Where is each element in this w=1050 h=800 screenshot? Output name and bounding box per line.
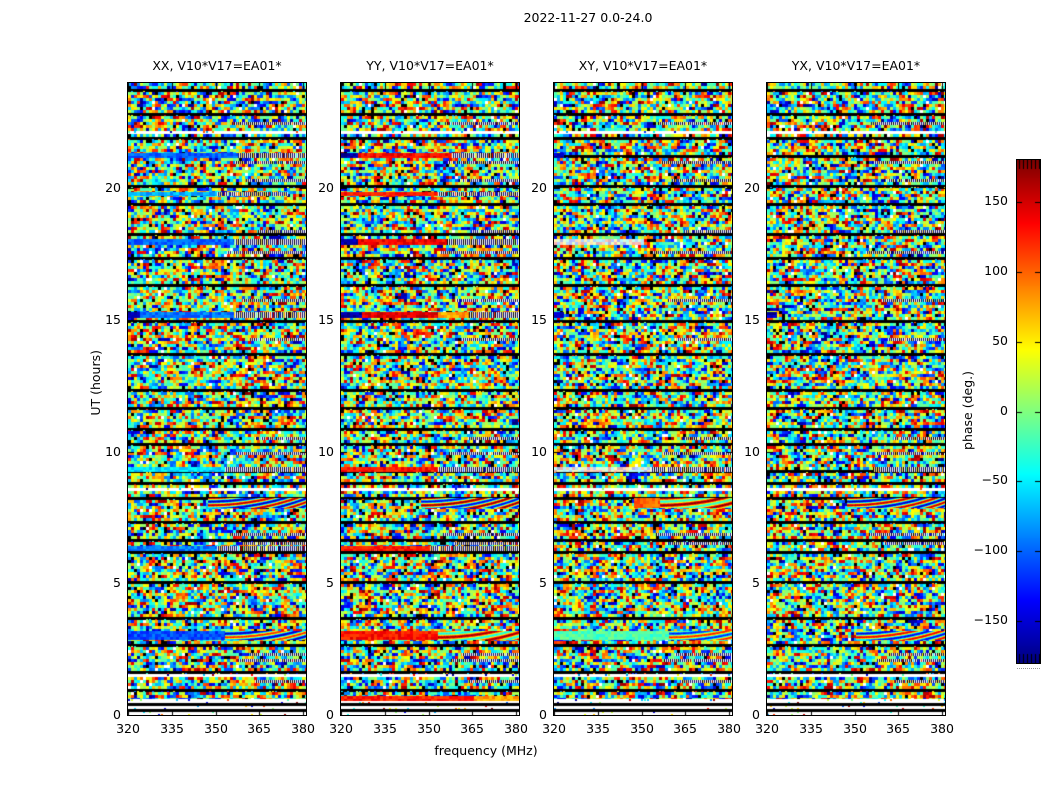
panel-title-yy: YY, V10*V17=EA01* — [366, 58, 494, 73]
colorbar — [1016, 159, 1041, 664]
x-tick-label: 335 — [373, 721, 397, 736]
y-tick-label: 0 — [539, 707, 547, 722]
y-tick-label: 5 — [539, 575, 547, 590]
colorbar-end-dashes — [1017, 668, 1040, 669]
x-tick-label: 335 — [799, 721, 823, 736]
colorbar-tick-label: 50 — [992, 333, 1008, 348]
colorbar-label: phase (deg.) — [960, 371, 975, 450]
colorbar-tick-label: 100 — [984, 263, 1008, 278]
x-tick-label: 350 — [630, 721, 654, 736]
x-tick-label: 350 — [843, 721, 867, 736]
y-tick-label: 5 — [752, 575, 760, 590]
waterfall-canvas-yx — [767, 83, 945, 715]
colorbar-tick-label: −150 — [973, 612, 1008, 627]
waterfall-panel-xx — [127, 82, 307, 716]
waterfall-panel-xy — [553, 82, 733, 716]
waterfall-canvas-xx — [128, 83, 306, 715]
y-tick-label: 0 — [752, 707, 760, 722]
x-tick-label: 365 — [673, 721, 697, 736]
x-tick-label: 320 — [755, 721, 779, 736]
y-tick-label: 20 — [744, 180, 760, 195]
x-tick-label: 380 — [930, 721, 954, 736]
y-tick-label: 10 — [318, 444, 334, 459]
y-tick-label: 10 — [531, 444, 547, 459]
x-tick-label: 380 — [504, 721, 528, 736]
panel-title-xy: XY, V10*V17=EA01* — [578, 58, 708, 73]
x-tick-label: 350 — [417, 721, 441, 736]
colorbar-tick-label: −100 — [973, 542, 1008, 557]
x-tick-label: 320 — [542, 721, 566, 736]
x-tick-label: 320 — [116, 721, 140, 736]
x-tick-label: 365 — [886, 721, 910, 736]
y-tick-label: 10 — [744, 444, 760, 459]
y-tick-label: 15 — [531, 312, 547, 327]
x-tick-label: 365 — [460, 721, 484, 736]
x-tick-label: 365 — [247, 721, 271, 736]
y-tick-label: 5 — [326, 575, 334, 590]
colorbar-tick-label: 0 — [1000, 403, 1008, 418]
y-tick-label: 0 — [326, 707, 334, 722]
y-tick-label: 5 — [113, 575, 121, 590]
y-tick-label: 15 — [744, 312, 760, 327]
waterfall-panel-yx — [766, 82, 946, 716]
waterfall-panel-yy — [340, 82, 520, 716]
panel-title-xx: XX, V10*V17=EA01* — [152, 58, 282, 73]
waterfall-canvas-xy — [554, 83, 732, 715]
x-tick-label: 380 — [717, 721, 741, 736]
panel-title-yx: YX, V10*V17=EA01* — [791, 58, 921, 73]
x-axis-label: frequency (MHz) — [434, 743, 538, 758]
y-tick-label: 0 — [113, 707, 121, 722]
y-tick-label: 10 — [105, 444, 121, 459]
y-tick-label: 20 — [318, 180, 334, 195]
y-tick-label: 15 — [105, 312, 121, 327]
colorbar-canvas — [1017, 160, 1040, 663]
x-tick-label: 320 — [329, 721, 353, 736]
x-tick-label: 350 — [204, 721, 228, 736]
figure-title: 2022-11-27 0.0-24.0 — [523, 10, 653, 25]
y-tick-label: 20 — [105, 180, 121, 195]
y-axis-label: UT (hours) — [88, 350, 103, 416]
colorbar-tick-label: −50 — [981, 472, 1008, 487]
x-tick-label: 335 — [586, 721, 610, 736]
colorbar-tick-label: 150 — [984, 193, 1008, 208]
x-tick-label: 335 — [160, 721, 184, 736]
waterfall-canvas-yy — [341, 83, 519, 715]
y-tick-label: 20 — [531, 180, 547, 195]
y-tick-label: 15 — [318, 312, 334, 327]
x-tick-label: 380 — [291, 721, 315, 736]
